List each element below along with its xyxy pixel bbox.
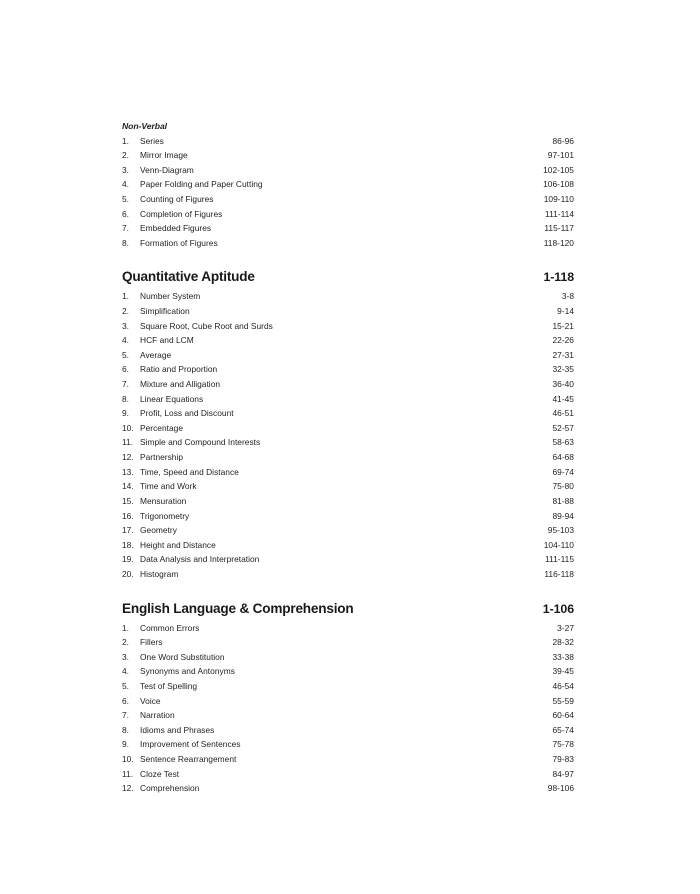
toc-entry-pages: 75-78: [552, 739, 574, 750]
toc-entry-number: 9.: [122, 739, 130, 750]
toc-entry-title: Test of Spelling: [140, 681, 198, 691]
toc-entry-title: Time, Speed and Distance: [140, 466, 239, 477]
toc-entry[interactable]: [122, 192, 574, 207]
toc-entry-pages: 81-88: [552, 495, 574, 506]
toc-entry-pages: 52-57: [552, 422, 574, 433]
toc-subheading: Non-Verbal: [122, 121, 168, 131]
toc-entry-pages: 32-35: [552, 364, 574, 375]
toc-entry[interactable]: [122, 781, 574, 796]
toc-entry[interactable]: [122, 635, 574, 650]
toc-entry-title: HCF and LCM: [140, 335, 194, 346]
toc-entry-title: Height and Distance: [140, 539, 216, 550]
toc-entry-title: Formation of Figures: [140, 237, 218, 248]
toc-entry-number: 6.: [122, 695, 130, 706]
toc-entry-title: One Word Substitution: [140, 651, 225, 662]
toc-entry-number: 1.: [122, 135, 130, 146]
toc-entry-title: Square Root, Cube Root and Surds: [140, 320, 273, 331]
toc-entry-pages: 55-59: [552, 695, 574, 706]
toc-section-heading[interactable]: [122, 600, 574, 618]
toc-entry-pages: 118-120: [543, 237, 574, 248]
toc-entry-number: 5.: [122, 349, 130, 360]
toc-entry-title: Percentage: [140, 422, 184, 433]
toc-entry[interactable]: [122, 333, 574, 348]
toc-entry-number: 8.: [122, 724, 130, 735]
toc-entry-pages: 102-105: [543, 164, 574, 175]
toc-entry[interactable]: [122, 236, 574, 251]
toc-entry-title: Synonyms and Antonyms: [140, 666, 235, 677]
toc-entry-title: Counting of Figures: [140, 193, 214, 204]
toc-entry-number: 2.: [122, 637, 130, 648]
toc-entry-title: Histogram: [140, 568, 179, 579]
toc-entry[interactable]: [122, 523, 574, 538]
toc-entry-title: Mirror Image: [140, 150, 188, 161]
toc-entry-pages: 60-64: [552, 710, 574, 721]
toc-entry-pages: 3-8: [561, 291, 574, 302]
toc-entry-title: Fillers: [140, 637, 163, 648]
toc-entry[interactable]: [122, 221, 574, 236]
toc-entry-number: 2.: [122, 305, 130, 316]
toc-entry-number: 4.: [122, 179, 130, 190]
toc-entry-pages: 104-110: [543, 539, 574, 550]
toc-entry-title: Trigonometry: [140, 510, 190, 521]
toc-entry-number: 14.: [122, 481, 134, 492]
toc-entry[interactable]: [122, 450, 574, 465]
toc-entry-pages: 106-108: [543, 179, 574, 190]
toc-entry-number: 10.: [122, 422, 134, 433]
toc-entry[interactable]: [122, 134, 574, 149]
toc-entry[interactable]: [122, 767, 574, 782]
toc-entry-title: Partnership: [140, 452, 184, 463]
toc-entry-pages: 46-51: [552, 408, 574, 419]
toc-entry-title: Paper Folding and Paper Cutting: [140, 179, 263, 190]
toc-entry-pages: 111-114: [544, 208, 574, 219]
toc-entry[interactable]: [122, 289, 574, 304]
toc-entry-pages: 65-74: [552, 724, 574, 735]
toc-entry-title: Idioms and Phrases: [140, 724, 215, 735]
toc-entry-number: 12.: [122, 452, 134, 463]
toc-entry-title: Geometry: [140, 525, 177, 536]
toc-entry-number: 5.: [122, 681, 130, 691]
toc-section-heading[interactable]: [122, 268, 574, 286]
toc-entry-pages: 28-32: [552, 637, 574, 648]
toc-entry-pages: 84-97: [552, 768, 574, 779]
toc-entry-number: 12.: [122, 783, 134, 794]
toc-entry-pages: 33-38: [552, 651, 574, 662]
toc-entry[interactable]: [122, 650, 574, 665]
toc-entry-number: 11.: [122, 437, 134, 448]
toc-entry-number: 6.: [122, 364, 130, 375]
toc-entry[interactable]: [122, 708, 574, 723]
toc-entry-pages: 41-45: [552, 393, 574, 404]
toc-entry-title: Data Analysis and Interpretation: [140, 554, 260, 565]
toc-entry-number: 17.: [122, 525, 134, 536]
toc-entry-number: 4.: [122, 666, 130, 677]
toc-entry-number: 6.: [122, 208, 130, 219]
toc-entry-title: Improvement of Sentences: [140, 739, 241, 750]
toc-entry[interactable]: [122, 552, 574, 567]
toc-entry[interactable]: [122, 752, 574, 767]
toc-entry-title: Mixture and Alligation: [140, 379, 221, 390]
toc-entry-number: 11.: [122, 768, 134, 779]
toc-entry-pages: 95-103: [547, 525, 574, 536]
toc-entry[interactable]: [122, 406, 574, 421]
section-heading-title: Quantitative Aptitude: [122, 269, 255, 285]
toc-entry-number: 9.: [122, 408, 130, 419]
toc-entry-title: Simple and Compound Interests: [140, 437, 261, 448]
toc-entry-number: 4.: [122, 335, 130, 346]
toc-entry-number: 5.: [122, 193, 130, 204]
toc-entry-pages: 46-54: [552, 681, 574, 691]
toc-entry-pages: 9-14: [557, 305, 574, 316]
toc-entry-title: Series: [140, 135, 164, 146]
toc-entry-pages: 27-31: [552, 349, 574, 360]
toc-entry-pages: 98-106: [547, 783, 574, 794]
toc-entry[interactable]: [122, 465, 574, 480]
toc-entry-pages: 79-83: [552, 754, 574, 765]
toc-entry-title: Simplification: [140, 305, 190, 316]
toc-entry-pages: 111-115: [544, 554, 574, 565]
toc-entry-title: Embedded Figures: [140, 223, 212, 234]
toc-entry-pages: 22-26: [552, 335, 574, 346]
table-of-contents: [122, 120, 574, 796]
toc-entry-number: 10.: [122, 754, 134, 765]
toc-entry[interactable]: [122, 694, 574, 709]
toc-entry-title: Linear Equations: [140, 393, 204, 404]
toc-entry-pages: 86-96: [552, 135, 574, 146]
toc-entry-title: Profit, Loss and Discount: [140, 408, 234, 419]
toc-entry-title: Voice: [140, 695, 161, 706]
toc-entry-title: Common Errors: [140, 622, 200, 633]
toc-entry-title: Average: [140, 349, 172, 360]
toc-entry[interactable]: [122, 538, 574, 553]
toc-entry[interactable]: [122, 679, 574, 694]
toc-entry-pages: 75-80: [552, 481, 574, 492]
toc-entry[interactable]: [122, 509, 574, 524]
toc-entry[interactable]: [122, 392, 574, 407]
toc-entry-number: 8.: [122, 237, 130, 248]
toc-entry-number: 16.: [122, 510, 134, 521]
toc-entry-pages: 116-118: [544, 568, 574, 579]
toc-entry-title: Number System: [140, 291, 201, 302]
toc-entry[interactable]: [122, 567, 574, 582]
toc-entry-pages: 36-40: [552, 379, 574, 390]
toc-entry-number: 7.: [122, 223, 130, 234]
toc-entry-title: Comprehension: [140, 783, 200, 794]
toc-entry-number: 7.: [122, 710, 130, 721]
toc-entry-number: 19.: [122, 554, 134, 565]
toc-entry[interactable]: [122, 435, 574, 450]
toc-entry-number: 3.: [122, 651, 130, 662]
toc-entry[interactable]: [122, 621, 574, 636]
toc-entry-number: 3.: [122, 320, 130, 331]
toc-entry-number: 8.: [122, 393, 130, 404]
toc-entry-title: Time and Work: [140, 481, 197, 492]
toc-entry-title: Sentence Rearrangement: [140, 754, 237, 765]
toc-entry[interactable]: [122, 304, 574, 319]
section-spacer: [122, 250, 574, 268]
toc-entry-number: 7.: [122, 379, 130, 390]
toc-entry[interactable]: [122, 148, 574, 163]
toc-entry-number: 13.: [122, 466, 134, 477]
toc-entry-pages: 3-27: [557, 622, 574, 633]
toc-entry-pages: 64-68: [552, 452, 574, 463]
toc-entry-title: Venn-Diagram: [140, 164, 194, 175]
toc-entry[interactable]: [122, 664, 574, 679]
toc-entry[interactable]: [122, 737, 574, 752]
toc-entry-pages: 115-117: [544, 223, 574, 234]
toc-entry[interactable]: [122, 362, 574, 377]
toc-entry-pages: 97-101: [547, 150, 574, 161]
section-heading-pages: 1-106: [542, 601, 574, 616]
toc-entry[interactable]: [122, 421, 574, 436]
toc-entry[interactable]: [122, 377, 574, 392]
toc-entry-number: 1.: [122, 291, 130, 302]
toc-entry-pages: 15-21: [552, 320, 574, 331]
toc-entry-number: 15.: [122, 495, 134, 506]
toc-entry[interactable]: [122, 494, 574, 509]
toc-entry-number: 18.: [122, 539, 134, 550]
toc-entry-title: Cloze Test: [140, 768, 180, 779]
toc-entry[interactable]: [122, 177, 574, 192]
section-spacer: [122, 582, 574, 600]
section-heading-title: English Language & Comprehension: [122, 600, 354, 616]
toc-entry-pages: 39-45: [552, 666, 574, 677]
toc-entry[interactable]: [122, 348, 574, 363]
toc-entry-title: Ratio and Proportion: [140, 364, 218, 375]
toc-entry[interactable]: [122, 163, 574, 178]
toc-entry[interactable]: [122, 723, 574, 738]
toc-entry-title: Narration: [140, 710, 175, 721]
toc-entry-pages: 69-74: [552, 466, 574, 477]
toc-entry-number: 1.: [122, 622, 130, 633]
toc-entry-title: Mensuration: [140, 495, 187, 506]
toc-entry-number: 3.: [122, 164, 130, 175]
toc-entry-title: Completion of Figures: [140, 208, 223, 219]
toc-entry-number: 2.: [122, 150, 130, 161]
toc-entry[interactable]: [122, 207, 574, 222]
toc-entry-number: 20.: [122, 568, 134, 579]
toc-entry[interactable]: [122, 319, 574, 334]
toc-entry[interactable]: [122, 479, 574, 494]
section-heading-pages: 1-118: [543, 270, 574, 285]
toc-entry-pages: 58-63: [552, 437, 574, 448]
toc-entry-pages: 89-94: [552, 510, 574, 521]
toc-entry-pages: 109-110: [543, 193, 574, 204]
